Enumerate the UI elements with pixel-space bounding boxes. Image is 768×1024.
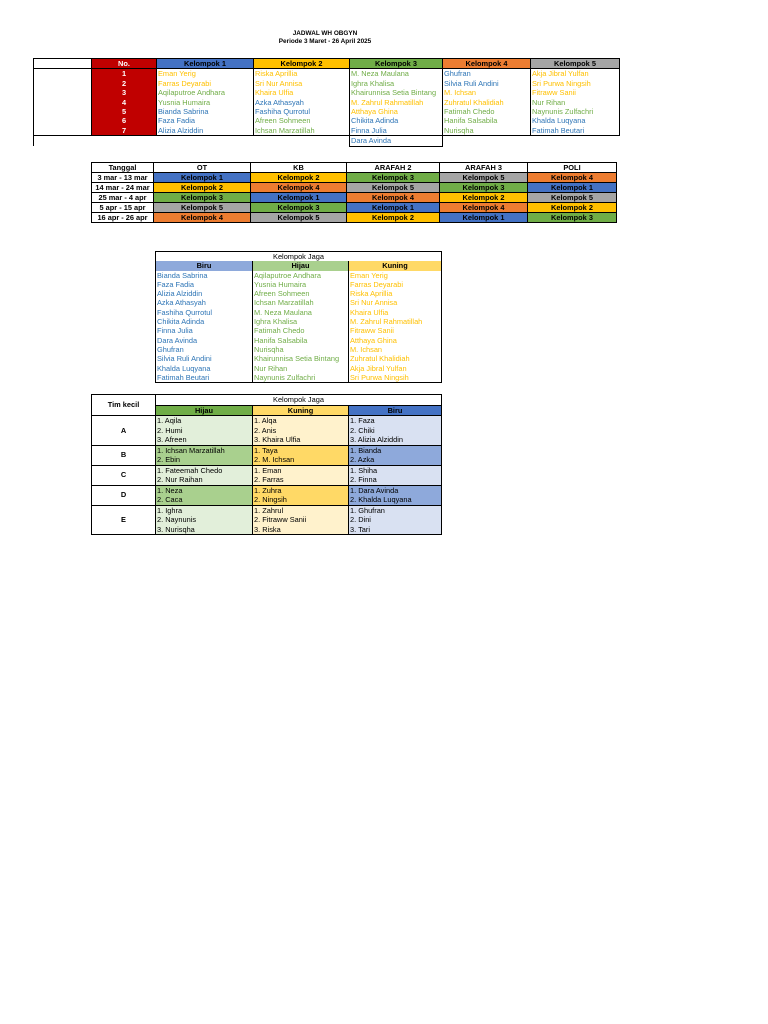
rotation-group-cell: Kelompok 5 [251,213,347,223]
timkecil-member-cell: 1. Zahrul [253,505,349,515]
groups-name-cell: Faza Fadia [157,116,254,125]
groups-row [34,98,620,107]
rotation-table [91,162,617,223]
timkecil-team-name: C [92,465,156,485]
groups-name-cell: Zuhratul Khalidiah [443,98,531,107]
rotation-group-cell: Kelompok 1 [154,173,251,183]
jaga-row [156,271,442,280]
jaga-header-cell: Hijau [253,261,349,270]
timkecil-member-cell: 2. Chiki [349,426,442,436]
rotation-group-cell: Kelompok 4 [440,203,528,213]
jaga-name-cell: Finna Julia [156,326,253,335]
timkecil-member-cell: 2. M. Ichsan [253,455,349,465]
rotation-row [92,193,617,203]
groups-name-cell: Fatimah Beutari [531,126,620,136]
jaga-row [156,298,442,307]
groups-name-cell: Khalda Luqyana [531,116,620,125]
groups-header-cell: Kelompok 2 [254,59,350,69]
groups-name-cell: Azka Athasyah [254,98,350,107]
groups-name-cell: Akja Jibral Yulfan [531,69,620,79]
timkecil-row [92,416,442,426]
groups-no-cell: 3 [92,88,157,97]
timkecil-member-cell: 1. Aqila [156,416,253,426]
groups-name-cell: Finna Julia [350,126,443,136]
timkecil-member-cell: 1. Bianda [349,445,442,455]
jaga-name-cell: Bianda Sabrina [156,271,253,280]
timkecil-label: Tim kecil [92,395,156,416]
timkecil-member-cell: 2. Humi [156,426,253,436]
jaga-name-cell: Ichsan Marzatillah [253,298,349,307]
jaga-name-cell: Fatimah Chedo [253,326,349,335]
rotation-header-cell: ARAFAH 2 [347,163,440,173]
jaga-row [156,373,442,383]
jaga-row [156,364,442,373]
groups-name-cell: Chikita Adinda [350,116,443,125]
groups-name-cell: Yusnia Humaira [157,98,254,107]
groups-empty-cell [34,88,92,97]
groups-empty-cell [34,126,92,136]
groups-no-cell: 5 [92,107,157,116]
rotation-group-cell: Kelompok 1 [528,183,617,193]
rotation-group-cell: Kelompok 4 [251,183,347,193]
jaga-row [156,308,442,317]
jaga-header-cell: Kuning [349,261,442,270]
rotation-group-cell: Kelompok 2 [251,173,347,183]
groups-name-cell: Dara Avinda [350,136,443,146]
jaga-name-cell: Azka Athasyah [156,298,253,307]
groups-row [34,79,620,88]
groups-header-cell: Kelompok 4 [443,59,531,69]
jaga-header-cell: Biru [156,261,253,270]
groups-name-cell: Eman Yerig [157,69,254,79]
jaga-name-cell: Naynunis Zulfachri [253,373,349,383]
groups-row [34,126,620,136]
groups-name-cell: Ghufran [443,69,531,79]
groups-name-cell [157,136,254,146]
jaga-name-cell: Ghufran [156,345,253,354]
rotation-date-cell: 16 apr - 26 apr [92,213,154,223]
groups-name-cell: Riska Aprillia [254,69,350,79]
rotation-group-cell: Kelompok 2 [440,193,528,203]
jaga-name-cell: Afreen Sohmeen [253,289,349,298]
rotation-group-cell: Kelompok 5 [347,183,440,193]
jaga-name-cell: Faza Fadia [156,280,253,289]
groups-table [33,58,620,147]
jaga-row [156,289,442,298]
jaga-name-cell: Nur Rihan [253,364,349,373]
rotation-header-cell: Tanggal [92,163,154,173]
timkecil-member-cell: 2. Finna [349,475,442,485]
rotation-group-cell: Kelompok 2 [528,203,617,213]
jaga-table [155,251,442,383]
groups-name-cell: Ighra Khalisa [350,79,443,88]
rotation-date-cell: 5 apr - 15 apr [92,203,154,213]
groups-no-cell [92,136,157,146]
timkecil-member-cell: 3. Tari [349,525,442,535]
groups-name-cell: Aqilaputroe Andhara [157,88,254,97]
rotation-row [92,173,617,183]
timkecil-member-cell: 3. Afreen [156,435,253,445]
rotation-date-cell: 3 mar - 13 mar [92,173,154,183]
jaga-name-cell: Fatimah Beutari [156,373,253,383]
jaga-name-cell: Chikita Adinda [156,317,253,326]
groups-name-cell: Silvia Ruli Andini [443,79,531,88]
jaga-name-cell: Khairunnisa Setia Bintang [253,354,349,363]
timkecil-member-cell: 1. Neza [156,485,253,495]
groups-empty-cell [34,98,92,107]
rotation-date-cell: 14 mar - 24 mar [92,183,154,193]
timkecil-row [92,485,442,495]
rotation-group-cell: Kelompok 3 [528,213,617,223]
jaga-row [156,326,442,335]
groups-row [34,69,620,79]
groups-name-cell: Fatimah Chedo [443,107,531,116]
groups-header-cell: No. [92,59,157,69]
timkecil-table [91,394,442,535]
groups-empty-cell [34,107,92,116]
groups-row [34,107,620,116]
jaga-name-cell: Riska Aprillia [349,289,442,298]
groups-name-cell: Nurisqha [443,126,531,136]
timkecil-title-row [92,395,442,406]
jaga-name-cell: Fitraww Sanii [349,326,442,335]
jaga-row [156,336,442,345]
jaga-name-cell: Farras Deyarabi [349,280,442,289]
timkecil-member-cell: 2. Fitraww Sanii [253,515,349,525]
rotation-group-cell: Kelompok 5 [154,203,251,213]
jaga-name-cell: Fashiha Qurrotul [156,308,253,317]
timkecil-member-cell: 2. Azka [349,455,442,465]
timkecil-member-cell: 2. Ningsih [253,495,349,505]
timkecil-header-cell: Hijau [156,405,253,416]
timkecil-team-name: B [92,445,156,465]
rotation-header-cell: ARAFAH 3 [440,163,528,173]
groups-no-cell: 6 [92,116,157,125]
timkecil-member-cell: 3. Riska [253,525,349,535]
jaga-name-cell: Aqilaputroe Andhara [253,271,349,280]
jaga-name-cell: Silvia Ruli Andini [156,354,253,363]
groups-name-cell: Bianda Sabrina [157,107,254,116]
groups-no-cell: 1 [92,69,157,79]
jaga-name-cell: Khaira Ulfia [349,308,442,317]
timkecil-member-cell: 3. Alizia Alziddin [349,435,442,445]
timkecil-member-cell: 1. Zuhra [253,485,349,495]
groups-name-cell: Atthaya Ghina [350,107,443,116]
jaga-row [156,280,442,289]
timkecil-member-cell: 1. Faza [349,416,442,426]
rotation-group-cell: Kelompok 4 [154,213,251,223]
groups-name-cell: Farras Deyarabi [157,79,254,88]
groups-name-cell: Naynunis Zulfachri [531,107,620,116]
groups-name-cell: Hanifa Salsabila [443,116,531,125]
timkecil-member-cell: 1. Fateemah Chedo [156,465,253,475]
rotation-group-cell: Kelompok 5 [528,193,617,203]
title-block [0,30,650,46]
jaga-name-cell: Nurisqha [253,345,349,354]
rotation-group-cell: Kelompok 4 [528,173,617,183]
groups-empty-cell [34,79,92,88]
timkecil-member-cell: 2. Caca [156,495,253,505]
timkecil-member-cell: 1. Alqa [253,416,349,426]
jaga-name-cell: Atthaya Ghina [349,336,442,345]
page-subtitle: Periode 3 Maret - 26 April 2025 [278,38,372,45]
timkecil-member-cell: 2. Anis [253,426,349,436]
timkecil-member-cell: 1. Ighra [156,505,253,515]
rotation-row [92,203,617,213]
groups-no-cell: 2 [92,79,157,88]
jaga-name-cell: Khalda Luqyana [156,364,253,373]
jaga-title-row [156,252,442,262]
jaga-name-cell: M. Ichsan [349,345,442,354]
rotation-header-cell: OT [154,163,251,173]
groups-name-cell: Ichsan Marzatillah [254,126,350,136]
groups-name-cell: Fitraww Sanii [531,88,620,97]
timkecil-team-name: E [92,505,156,535]
jaga-name-cell: Yusnia Humaira [253,280,349,289]
timkecil-member-cell: 3. Khaira Ulfia [253,435,349,445]
groups-name-cell: M. Ichsan [443,88,531,97]
jaga-name-cell: M. Zahrul Rahmatillah [349,317,442,326]
jaga-row [156,354,442,363]
timkecil-header-cell: Biru [349,405,442,416]
groups-name-cell: Sri Purwa Ningsih [531,79,620,88]
timkecil-member-cell: 2. Nur Raihan [156,475,253,485]
timkecil-row [92,505,442,515]
timkecil-member-cell: 3. Nurisqha [156,525,253,535]
jaga-name-cell: Ighra Khalisa [253,317,349,326]
groups-header-cell: Kelompok 5 [531,59,620,69]
groups-empty-cell [34,69,92,79]
rotation-group-cell: Kelompok 1 [347,203,440,213]
rotation-group-cell: Kelompok 3 [154,193,251,203]
jaga-title: Kelompok Jaga [156,252,442,262]
timkecil-member-cell: 1. Ghufran [349,505,442,515]
groups-name-cell: Nur Rihan [531,98,620,107]
groups-name-cell: Khairunnisa Setia Bintang [350,88,443,97]
groups-empty-cell [34,116,92,125]
timkecil-row [92,465,442,475]
jaga-name-cell: Sri Nur Annisa [349,298,442,307]
jaga-name-cell: Sri Purwa Ningsih [349,373,442,383]
timkecil-header-cell: Kuning [253,405,349,416]
groups-row [34,136,620,146]
rotation-group-cell: Kelompok 1 [251,193,347,203]
jaga-name-cell: Alizia Alziddin [156,289,253,298]
rotation-group-cell: Kelompok 5 [440,173,528,183]
timkecil-member-cell: 1. Dara Avinda [349,485,442,495]
timkecil-title: Kelompok Jaga [156,395,442,406]
jaga-header-row [156,261,442,270]
rotation-header-row [92,163,617,173]
timkecil-member-cell: 2. Dini [349,515,442,525]
groups-no-cell: 4 [92,98,157,107]
groups-header-cell: Kelompok 3 [350,59,443,69]
groups-name-cell: M. Zahrul Rahmatillah [350,98,443,107]
rotation-row [92,213,617,223]
rotation-group-cell: Kelompok 2 [347,213,440,223]
groups-header-row [34,59,620,69]
timkecil-member-cell: 2. Naynunis [156,515,253,525]
rotation-group-cell: Kelompok 4 [347,193,440,203]
jaga-name-cell: Hanifa Salsabila [253,336,349,345]
groups-header-cell: Kelompok 1 [157,59,254,69]
timkecil-member-cell: 1. Taya [253,445,349,455]
timkecil-team-name: A [92,416,156,446]
groups-name-cell: Sri Nur Annisa [254,79,350,88]
groups-name-cell: Fashiha Qurrotul [254,107,350,116]
rotation-row [92,183,617,193]
jaga-name-cell: Akja Jibral Yulfan [349,364,442,373]
timkecil-member-cell: 2. Farras [253,475,349,485]
rotation-group-cell: Kelompok 1 [440,213,528,223]
groups-name-cell: Khaira Ulfia [254,88,350,97]
groups-no-cell: 7 [92,126,157,136]
timkecil-row [92,445,442,455]
jaga-name-cell: Dara Avinda [156,336,253,345]
rotation-group-cell: Kelompok 2 [154,183,251,193]
rotation-group-cell: Kelompok 3 [440,183,528,193]
timkecil-member-cell: 2. Ebin [156,455,253,465]
rotation-header-cell: KB [251,163,347,173]
jaga-name-cell: Zuhratul Khalidiah [349,354,442,363]
groups-name-cell: Alizia Alziddin [157,126,254,136]
groups-row [34,88,620,97]
rotation-header-cell: POLI [528,163,617,173]
jaga-name-cell: Eman Yerig [349,271,442,280]
jaga-row [156,317,442,326]
groups-name-cell [443,136,531,146]
timkecil-member-cell: 1. Ichsan Marzatillah [156,445,253,455]
rotation-group-cell: Kelompok 3 [251,203,347,213]
timkecil-member-cell: 1. Shiha [349,465,442,475]
page-title: JADWAL WH OBGYN [292,30,358,37]
groups-empty-cell [34,59,92,69]
rotation-group-cell: Kelompok 3 [347,173,440,183]
timkecil-team-name: D [92,485,156,505]
jaga-name-cell: M. Neza Maulana [253,308,349,317]
jaga-row [156,345,442,354]
groups-name-cell [254,136,350,146]
groups-name-cell [531,136,620,146]
groups-name-cell: Afreen Sohmeen [254,116,350,125]
timkecil-member-cell: 2. Khalda Luqyana [349,495,442,505]
rotation-date-cell: 25 mar - 4 apr [92,193,154,203]
groups-name-cell: M. Neza Maulana [350,69,443,79]
timkecil-member-cell: 1. Eman [253,465,349,475]
groups-row [34,116,620,125]
groups-empty-cell [34,136,92,146]
